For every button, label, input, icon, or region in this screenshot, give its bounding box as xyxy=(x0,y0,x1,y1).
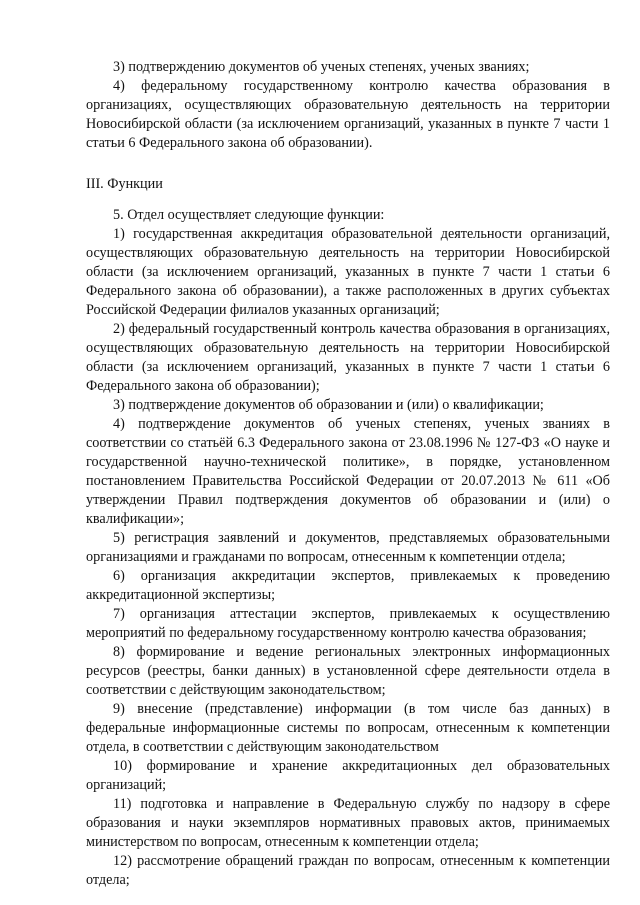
pre-item-3: 3) подтверждению документов об ученых степенях, ученых званиях; xyxy=(113,59,530,75)
function-item-9: 9) внесение (представление) информации (в том числе баз данных) в федеральные информационные системы по вопросам, отнесенным к компетенции отдела, в соответствии с действующим законодательством xyxy=(86,701,610,755)
function-item-4: 4) подтверждение документов об ученых степенях, ученых званиях в соответствии со статьёй 6.3 Федерального закона от 23.08.1996 № 127-ФЗ «О науке и государственной научно-технической политике», в порядке, установленном постановлением Правительства Российской Федерации от 20.07.2013 № 611 «Об утверждении Правил подтверждения документов об образовании и (или) о квалификации»; xyxy=(86,416,610,527)
function-item-8: 8) формирование и ведение региональных электронных информационных ресурсов (реестры, банки данных) в установленной сфере деятельности отдела в соответствии с действующим законодательством; xyxy=(86,644,610,698)
pre-item-4: 4) федеральному государственному контролю качества образования в организациях, осуществляющих образовательную деятельность на территории Новосибирской области (за исключением организаций, указанных в пункте 7 части 1 статьи 6 Федерального закона об образовании). xyxy=(86,78,610,151)
function-item-2: 2) федеральный государственный контроль качества образования в организациях, осуществляющих образовательную деятельность на территории Новосибирской области (за исключением организаций, указанных в пункте 7 части 1 статьи 6 Федерального закона об образовании); xyxy=(86,321,610,394)
function-item-7: 7) организация аттестации экспертов, привлекаемых к осуществлению мероприятий по федеральному государственному контролю качества образования; xyxy=(86,606,610,641)
function-item-6: 6) организация аккредитации экспертов, привлекаемых к проведению аккредитационной экспертизы; xyxy=(86,568,610,603)
function-item-10: 10) формирование и хранение аккредитационных дел образовательных организаций; xyxy=(86,758,610,793)
function-item-3: 3) подтверждение документов об образовании и (или) о квалификации; xyxy=(113,397,544,413)
function-item-5: 5) регистрация заявлений и документов, представляемых образовательными организациями и гражданами по вопросам, отнесенным к компетенции отдела; xyxy=(86,530,610,565)
document-body xyxy=(86,58,610,890)
function-item-12: 12) рассмотрение обращений граждан по вопросам, отнесенным к компетенции отдела; xyxy=(86,853,610,888)
function-item-1: 1) государственная аккредитация образовательной деятельности организаций, осуществляющих образовательную деятельность на территории Новосибирской области (за исключением организаций, указанных в пункте 7 части 1 статьи 6 Федерального закона об образовании), а также расположенных в других субъектах Российской Федерации филиалов указанных организаций; xyxy=(86,226,610,318)
function-item-11: 11) подготовка и направление в Федеральную службу по надзору в сфере образования и науки экземпляров нормативных правовых актов, принимаемых министерством по вопросам, отнесенным к компетенции отдела; xyxy=(86,796,610,850)
section-heading: III. Функции xyxy=(86,176,163,192)
functions-intro: 5. Отдел осуществляет следующие функции: xyxy=(113,207,385,223)
